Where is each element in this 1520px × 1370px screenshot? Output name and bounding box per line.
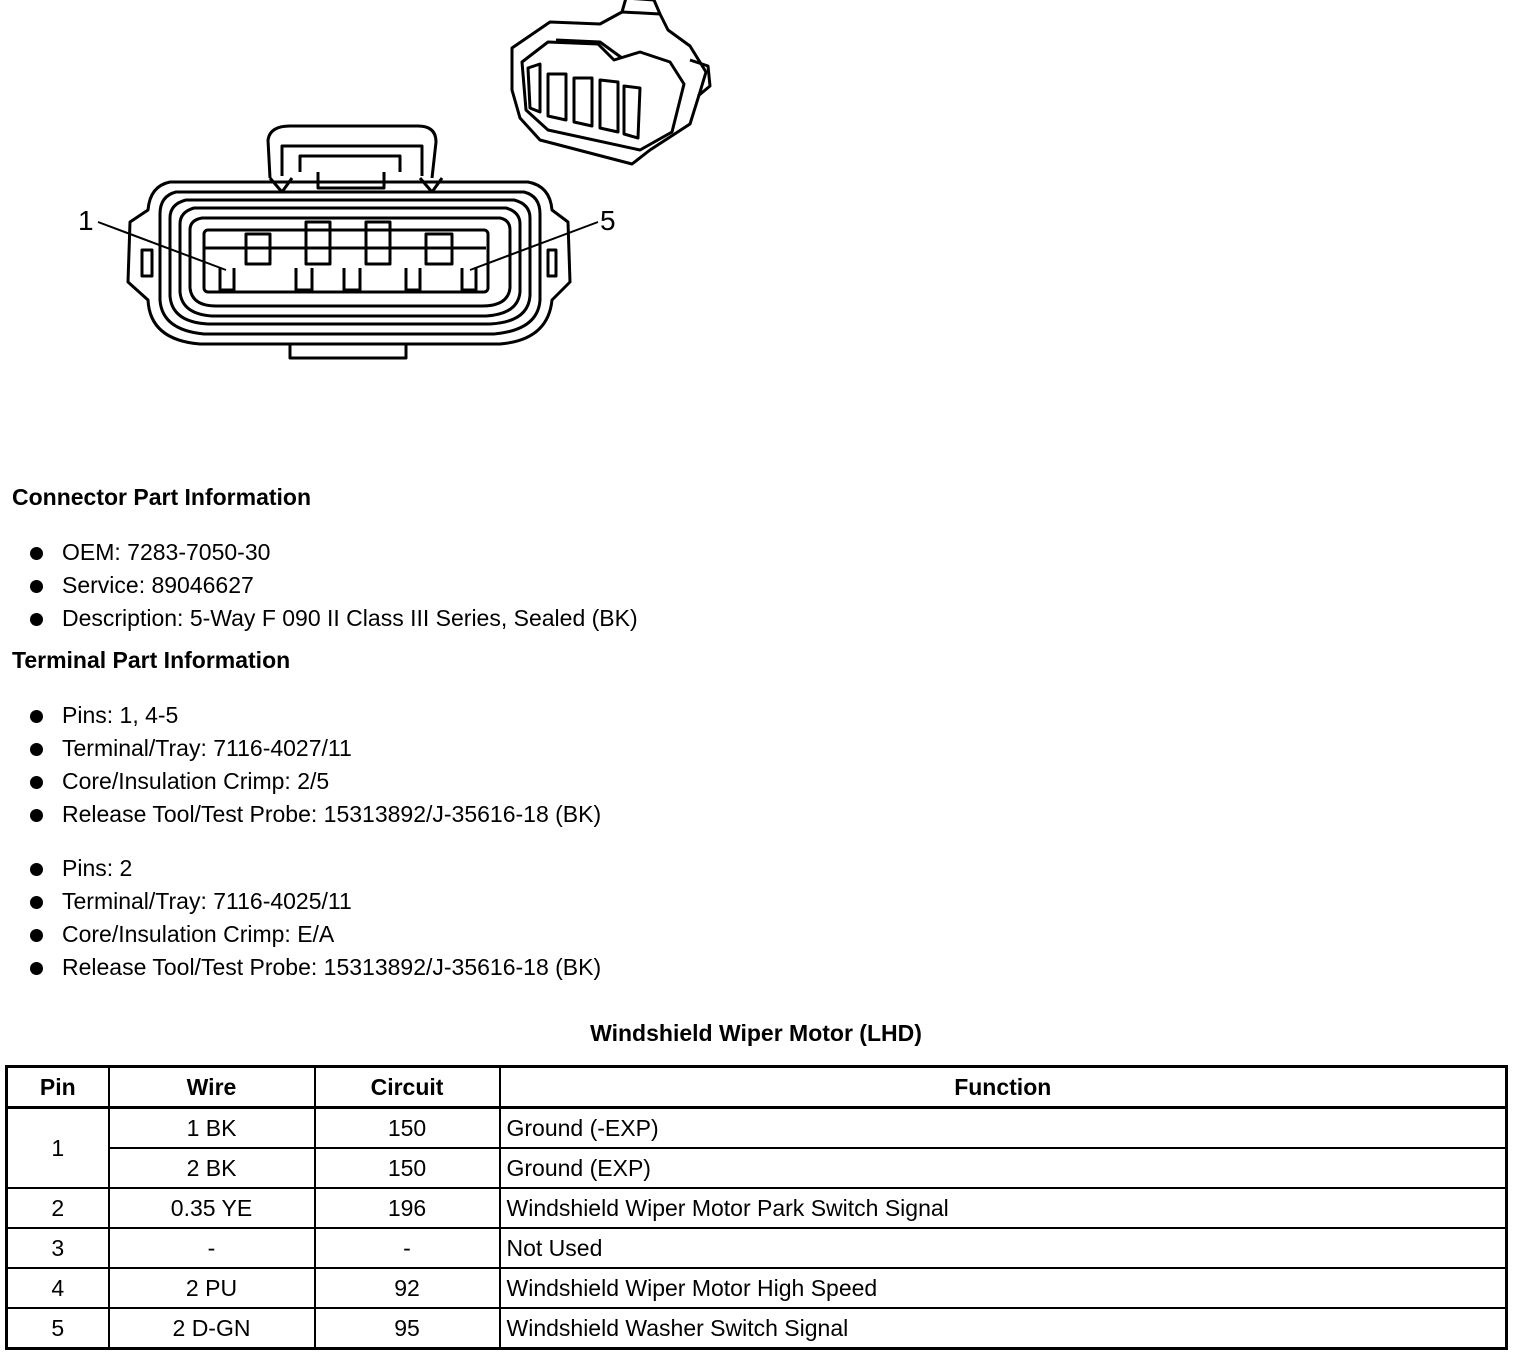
header-function: Function	[500, 1067, 1507, 1108]
list-item: Pins: 1, 4-5	[28, 699, 601, 732]
list-item: Release Tool/Test Probe: 15313892/J-35616-18 (BK)	[28, 951, 601, 984]
list-item: Core/Insulation Crimp: 2/5	[28, 765, 601, 798]
connector-info-heading: Connector Part Information	[12, 484, 312, 510]
list-item: Core/Insulation Crimp: E/A	[28, 918, 601, 951]
pin-1-label: 1	[78, 205, 94, 236]
table-row	[7, 1148, 1507, 1188]
pin-cell: 4	[7, 1268, 109, 1308]
table-caption: Windshield Wiper Motor (LHD)	[590, 1020, 922, 1046]
pin-cell: 3	[7, 1228, 109, 1268]
wire-cell: 2 D-GN	[109, 1308, 315, 1349]
wire-cell: 0.35 YE	[109, 1188, 315, 1228]
list-item: Terminal/Tray: 7116-4025/11	[28, 885, 601, 918]
pin-cell: 1	[7, 1108, 109, 1189]
wire-cell: 2 BK	[109, 1148, 315, 1188]
list-item: Pins: 2	[28, 852, 601, 885]
function-cell: Windshield Wiper Motor High Speed	[500, 1268, 1507, 1308]
table-row	[7, 1308, 1507, 1349]
list-item: Description: 5-Way F 090 II Class III Series, Sealed (BK)	[28, 602, 638, 635]
terminal-info-group-2	[28, 852, 601, 984]
pinout-table	[5, 1065, 1508, 1350]
header-circuit: Circuit	[315, 1067, 500, 1108]
connector-face-view	[128, 126, 570, 358]
circuit-cell: 150	[315, 1108, 500, 1149]
table-row	[7, 1108, 1507, 1149]
list-item: Terminal/Tray: 7116-4027/11	[28, 732, 601, 765]
function-cell: Not Used	[500, 1228, 1507, 1268]
pin-cell: 2	[7, 1188, 109, 1228]
connector-diagram	[0, 0, 760, 370]
connector-3d-view	[512, 0, 710, 164]
pin-5-label: 5	[600, 205, 616, 236]
wire-cell: 2 PU	[109, 1268, 315, 1308]
terminal-info-group-1	[28, 699, 601, 831]
circuit-cell: -	[315, 1228, 500, 1268]
list-item: OEM: 7283-7050-30	[28, 536, 638, 569]
table-row	[7, 1228, 1507, 1268]
list-item: Service: 89046627	[28, 569, 638, 602]
function-cell: Windshield Wiper Motor Park Switch Signal	[500, 1188, 1507, 1228]
connector-info-list	[28, 536, 638, 635]
function-cell: Windshield Washer Switch Signal	[500, 1308, 1507, 1349]
circuit-cell: 95	[315, 1308, 500, 1349]
pin-cell: 5	[7, 1308, 109, 1349]
wire-cell: -	[109, 1228, 315, 1268]
wire-cell: 1 BK	[109, 1108, 315, 1149]
header-wire: Wire	[109, 1067, 315, 1108]
circuit-cell: 196	[315, 1188, 500, 1228]
table-row	[7, 1188, 1507, 1228]
terminal-info-heading: Terminal Part Information	[12, 647, 291, 673]
list-item: Release Tool/Test Probe: 15313892/J-35616-18 (BK)	[28, 798, 601, 831]
function-cell: Ground (-EXP)	[500, 1108, 1507, 1149]
table-row	[7, 1268, 1507, 1308]
function-cell: Ground (EXP)	[500, 1148, 1507, 1188]
circuit-cell: 92	[315, 1268, 500, 1308]
circuit-cell: 150	[315, 1148, 500, 1188]
table-header-row	[7, 1067, 1507, 1108]
header-pin: Pin	[7, 1067, 109, 1108]
